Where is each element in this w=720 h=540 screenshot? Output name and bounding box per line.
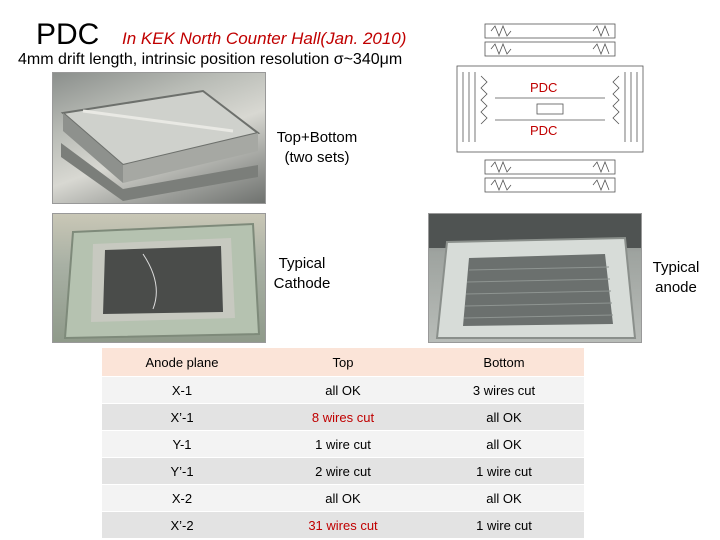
table-cell: all OK	[424, 485, 584, 512]
page-subtitle: In KEK North Counter Hall(Jan. 2010)	[122, 29, 407, 48]
table-cell: 1 wire cut	[424, 458, 584, 485]
wire-status-table	[102, 348, 584, 539]
photo-anode	[428, 213, 642, 343]
table-row	[102, 458, 584, 485]
table-cell: 31 wires cut	[262, 512, 424, 539]
table-row	[102, 377, 584, 404]
label-cathode: Typical Cathode	[273, 255, 331, 292]
photo-cathode	[52, 213, 266, 343]
table-row	[102, 512, 584, 539]
resolution-text: 4mm drift length, intrinsic position resolution σ~340μm	[18, 51, 403, 68]
label-anode: Typical anode	[652, 259, 700, 296]
table-cell: 8 wires cut	[262, 404, 424, 431]
table-cell: Top	[262, 348, 424, 377]
table-cell: X’-2	[102, 512, 262, 539]
label-top-bottom: Top+Bottom (two sets)	[276, 129, 358, 166]
table-cell: all OK	[424, 404, 584, 431]
table-cell: X-1	[102, 377, 262, 404]
detector-schematic	[455, 22, 645, 198]
table-header-row	[102, 348, 584, 377]
table-cell: 1 wire cut	[424, 512, 584, 539]
table-cell: Y’-1	[102, 458, 262, 485]
table-cell: 3 wires cut	[424, 377, 584, 404]
table-cell: X-2	[102, 485, 262, 512]
table-cell: 1 wire cut	[262, 431, 424, 458]
diagram-label-bottom: PDC	[530, 123, 558, 138]
table-row	[102, 485, 584, 512]
table-cell: Y-1	[102, 431, 262, 458]
table-cell: 2 wire cut	[262, 458, 424, 485]
table-cell: all OK	[262, 485, 424, 512]
table-row	[102, 431, 584, 458]
table-cell: Anode plane	[102, 348, 262, 377]
table-cell: X’-1	[102, 404, 262, 431]
table-cell: all OK	[262, 377, 424, 404]
table-row	[102, 404, 584, 431]
photo-pdc-stack	[52, 72, 266, 204]
table-cell: all OK	[424, 431, 584, 458]
page-title: PDC	[36, 18, 100, 51]
table-cell: Bottom	[424, 348, 584, 377]
diagram-label-top: PDC	[530, 80, 558, 95]
